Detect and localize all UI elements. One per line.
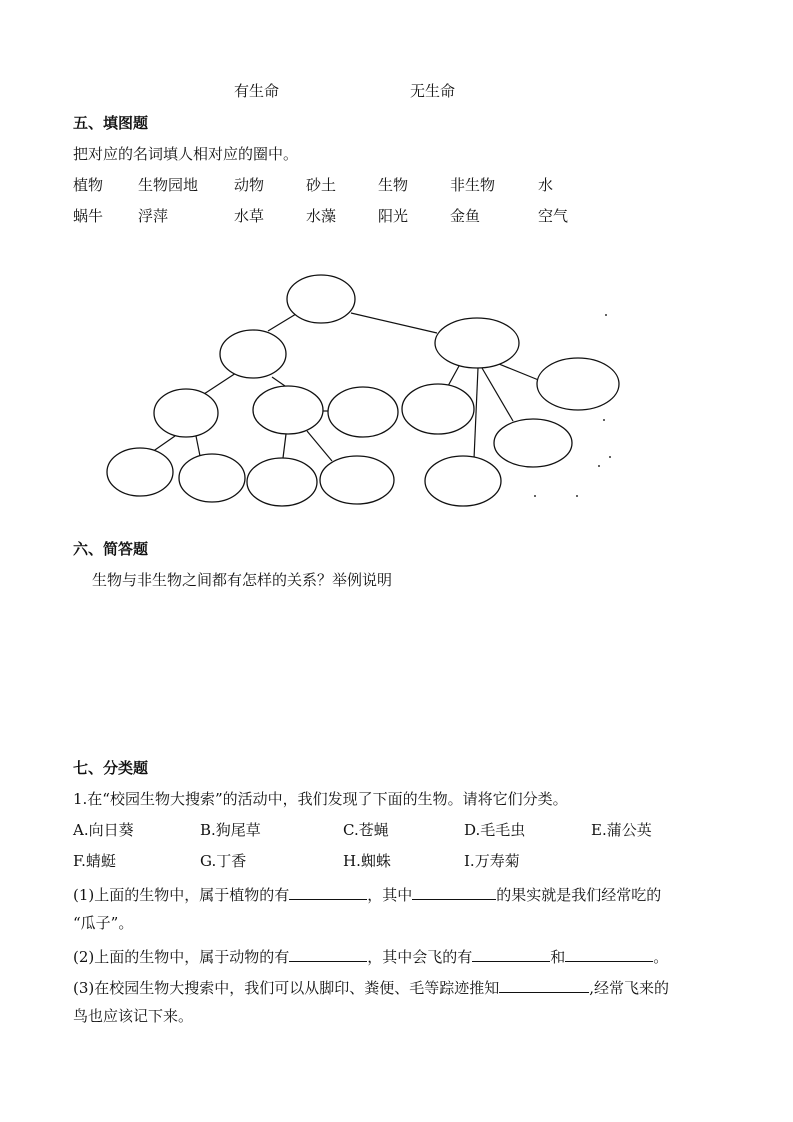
option-item: C.苍蝇	[343, 821, 389, 839]
option-item: B.狗尾草	[200, 821, 261, 839]
answer-blank[interactable]	[472, 947, 550, 962]
answer-blank[interactable]	[565, 947, 653, 962]
node-circle[interactable]	[253, 386, 323, 434]
connector-line	[204, 373, 236, 394]
question-part-3	[73, 978, 669, 996]
word-bank-item: 水草	[234, 207, 265, 225]
question-part-1	[73, 885, 661, 903]
node-circle[interactable]	[107, 448, 173, 496]
speck	[534, 495, 536, 497]
connector-line	[494, 362, 541, 381]
section6-heading: 六、简答题	[73, 540, 149, 558]
node-circle[interactable]	[494, 419, 572, 467]
tree-nodes	[107, 275, 619, 506]
connector-line	[448, 366, 459, 386]
question-text: ，其中会飞的有	[367, 948, 473, 966]
connector-line	[482, 368, 513, 421]
node-circle[interactable]	[220, 330, 286, 378]
label-living: 有生命	[234, 82, 280, 100]
option-item: A.向日葵	[73, 821, 134, 839]
answer-blank[interactable]	[412, 885, 496, 900]
connector-line	[196, 436, 200, 456]
question-text: (2)上面的生物中，属于动物的有	[73, 948, 290, 966]
section5-heading: 五、填图题	[73, 114, 149, 132]
word-bank-item: 浮萍	[138, 207, 169, 225]
option-item: E.蒲公英	[591, 821, 652, 839]
connector-line	[152, 436, 175, 452]
connector-line	[268, 314, 296, 331]
word-bank-item: 生物	[378, 176, 409, 194]
option-item: D.毛毛虫	[464, 821, 526, 839]
question-text: 。	[653, 948, 669, 966]
speck	[576, 495, 578, 497]
speck	[609, 456, 611, 458]
node-circle-root[interactable]	[287, 275, 355, 323]
node-circle[interactable]	[154, 389, 218, 437]
answer-blank[interactable]	[499, 978, 589, 993]
node-circle[interactable]	[537, 358, 619, 410]
answer-blank[interactable]	[289, 885, 367, 900]
word-bank-item: 空气	[538, 207, 569, 225]
question-part-2	[73, 947, 668, 965]
question-text: (3)在校园生物大搜索中，我们可以从脚印、粪便、毛等踪迹推知	[73, 979, 500, 997]
option-item: G.丁香	[200, 852, 247, 870]
word-bank-item: 金鱼	[450, 207, 481, 225]
word-bank-item: 水藻	[306, 207, 337, 225]
question-part-3-cont: 鸟也应该记下来。	[73, 1007, 194, 1025]
answer-blank[interactable]	[289, 947, 367, 962]
speck	[605, 314, 607, 316]
word-bank-item: 植物	[73, 176, 104, 194]
option-item: I.万寿菊	[464, 852, 520, 870]
option-item: H.蜘蛛	[343, 852, 391, 870]
connector-line	[474, 368, 478, 459]
question-text: 的果实就是我们经常吃的	[496, 886, 662, 904]
question-text: ，其中	[367, 886, 413, 904]
question-part-1-cont: “瓜子”。	[73, 914, 134, 932]
speck	[603, 419, 605, 421]
word-bank-item: 水	[538, 176, 554, 194]
word-bank-item: 动物	[234, 176, 265, 194]
section6-question: 生物与非生物之间都有怎样的关系？举例说明	[92, 571, 393, 589]
question-text: 和	[550, 948, 566, 966]
option-item: F.蜻蜓	[73, 852, 116, 870]
node-circle[interactable]	[179, 454, 245, 502]
section5-instruction: 把对应的名词填人相对应的圈中。	[73, 145, 299, 163]
question-text: ,经常飞来的	[589, 979, 670, 997]
section7-heading: 七、分类题	[73, 759, 149, 777]
word-bank-item: 砂土	[306, 176, 337, 194]
connector-line	[351, 313, 437, 333]
connector-line	[307, 431, 332, 461]
section7-q1-intro: 1.在“校园生物大搜索”的活动中，我们发现了下面的生物。请将它们分类。	[73, 790, 568, 808]
node-circle[interactable]	[320, 456, 394, 504]
question-text: (1)上面的生物中，属于植物的有	[73, 886, 290, 904]
word-bank-item: 非生物	[450, 176, 496, 194]
word-bank-item: 生物园地	[138, 176, 199, 194]
speck	[598, 465, 600, 467]
node-circle[interactable]	[402, 384, 474, 434]
node-circle[interactable]	[247, 458, 317, 506]
connector-line	[272, 377, 285, 386]
node-circle[interactable]	[435, 318, 519, 368]
node-circle[interactable]	[328, 387, 398, 437]
node-circle[interactable]	[425, 456, 501, 506]
word-bank-item: 蜗牛	[73, 207, 104, 225]
word-bank-item: 阳光	[378, 207, 409, 225]
label-nonliving: 无生命	[410, 82, 456, 100]
connector-line	[283, 434, 286, 458]
